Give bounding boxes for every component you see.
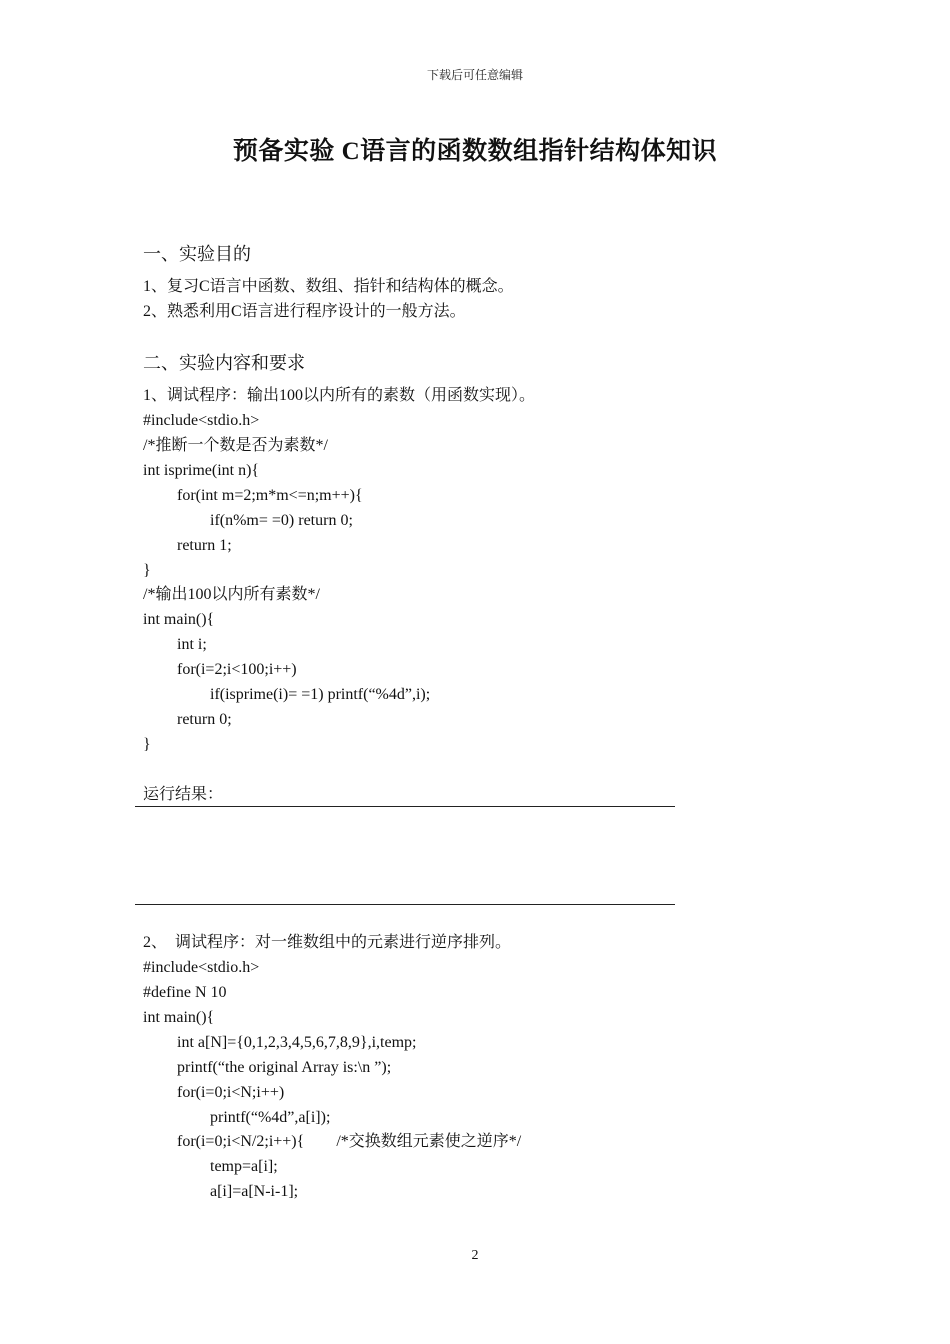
code-line: } — [143, 736, 151, 753]
code-line: a[i]=a[N-i-1]; — [210, 1183, 299, 1200]
code-line: printf(“%4d”,a[i]); — [210, 1109, 331, 1126]
code-line: #include<stdio.h> — [143, 959, 260, 976]
page-number: 2 — [471, 1248, 479, 1263]
code-line: printf(“the original Array is:\n ”); — [177, 1059, 392, 1076]
purpose-item: 2、熟悉利用C语言进行程序设计的一般方法。 — [143, 303, 466, 320]
code-line: int i; — [177, 636, 207, 653]
code-comment: /*推断一个数是否为素数*/ — [143, 437, 328, 454]
code-line: int a[N]={0,1,2,3,4,5,6,7,8,9},i,temp; — [177, 1034, 417, 1051]
code-line: if(n%m= =0) return 0; — [210, 512, 353, 529]
code-line: } — [143, 562, 151, 579]
task2-intro: 2、 调试程序：对一维数组中的元素进行逆序排列。 — [143, 934, 512, 951]
code-line: for(i=2;i<100;i++) — [177, 661, 297, 678]
code-line: int main(){ — [143, 1009, 215, 1026]
page-title: 预备实验 C语言的函数数组指针结构体知识 — [232, 138, 718, 165]
purpose-item: 1、复习C语言中函数、数组、指针和结构体的概念。 — [143, 278, 514, 295]
code-line: return 1; — [177, 537, 232, 554]
code-line: for(int m=2;m*m<=n;m++){ — [177, 487, 363, 504]
task1-intro: 1、调试程序：输出100以内所有的素数（用函数实现）。 — [143, 387, 536, 404]
code-line: #include<stdio.h> — [143, 412, 260, 429]
header-note: 下载后可任意编辑 — [426, 68, 523, 82]
code-line: int isprime(int n){ — [143, 462, 260, 479]
code-line: int main(){ — [143, 611, 215, 628]
result-top-rule — [135, 806, 675, 807]
section-heading-content: 二、实验内容和要求 — [143, 353, 305, 373]
code-line: #define N 10 — [143, 984, 227, 1001]
code-line: if(isprime(i)= =1) printf(“%4d”,i); — [210, 686, 431, 703]
section-heading-purpose: 一、实验目的 — [143, 244, 251, 264]
code-comment: /*输出100以内所有素数*/ — [143, 586, 320, 603]
result-label: 运行结果： — [143, 786, 224, 803]
code-line: temp=a[i]; — [210, 1158, 278, 1175]
code-line: for(i=0;i<N;i++) — [177, 1084, 285, 1101]
code-line: return 0; — [177, 711, 232, 728]
code-line: for(i=0;i<N/2;i++){ /*交换数组元素使之逆序*/ — [177, 1133, 522, 1150]
result-bottom-rule — [135, 904, 675, 905]
